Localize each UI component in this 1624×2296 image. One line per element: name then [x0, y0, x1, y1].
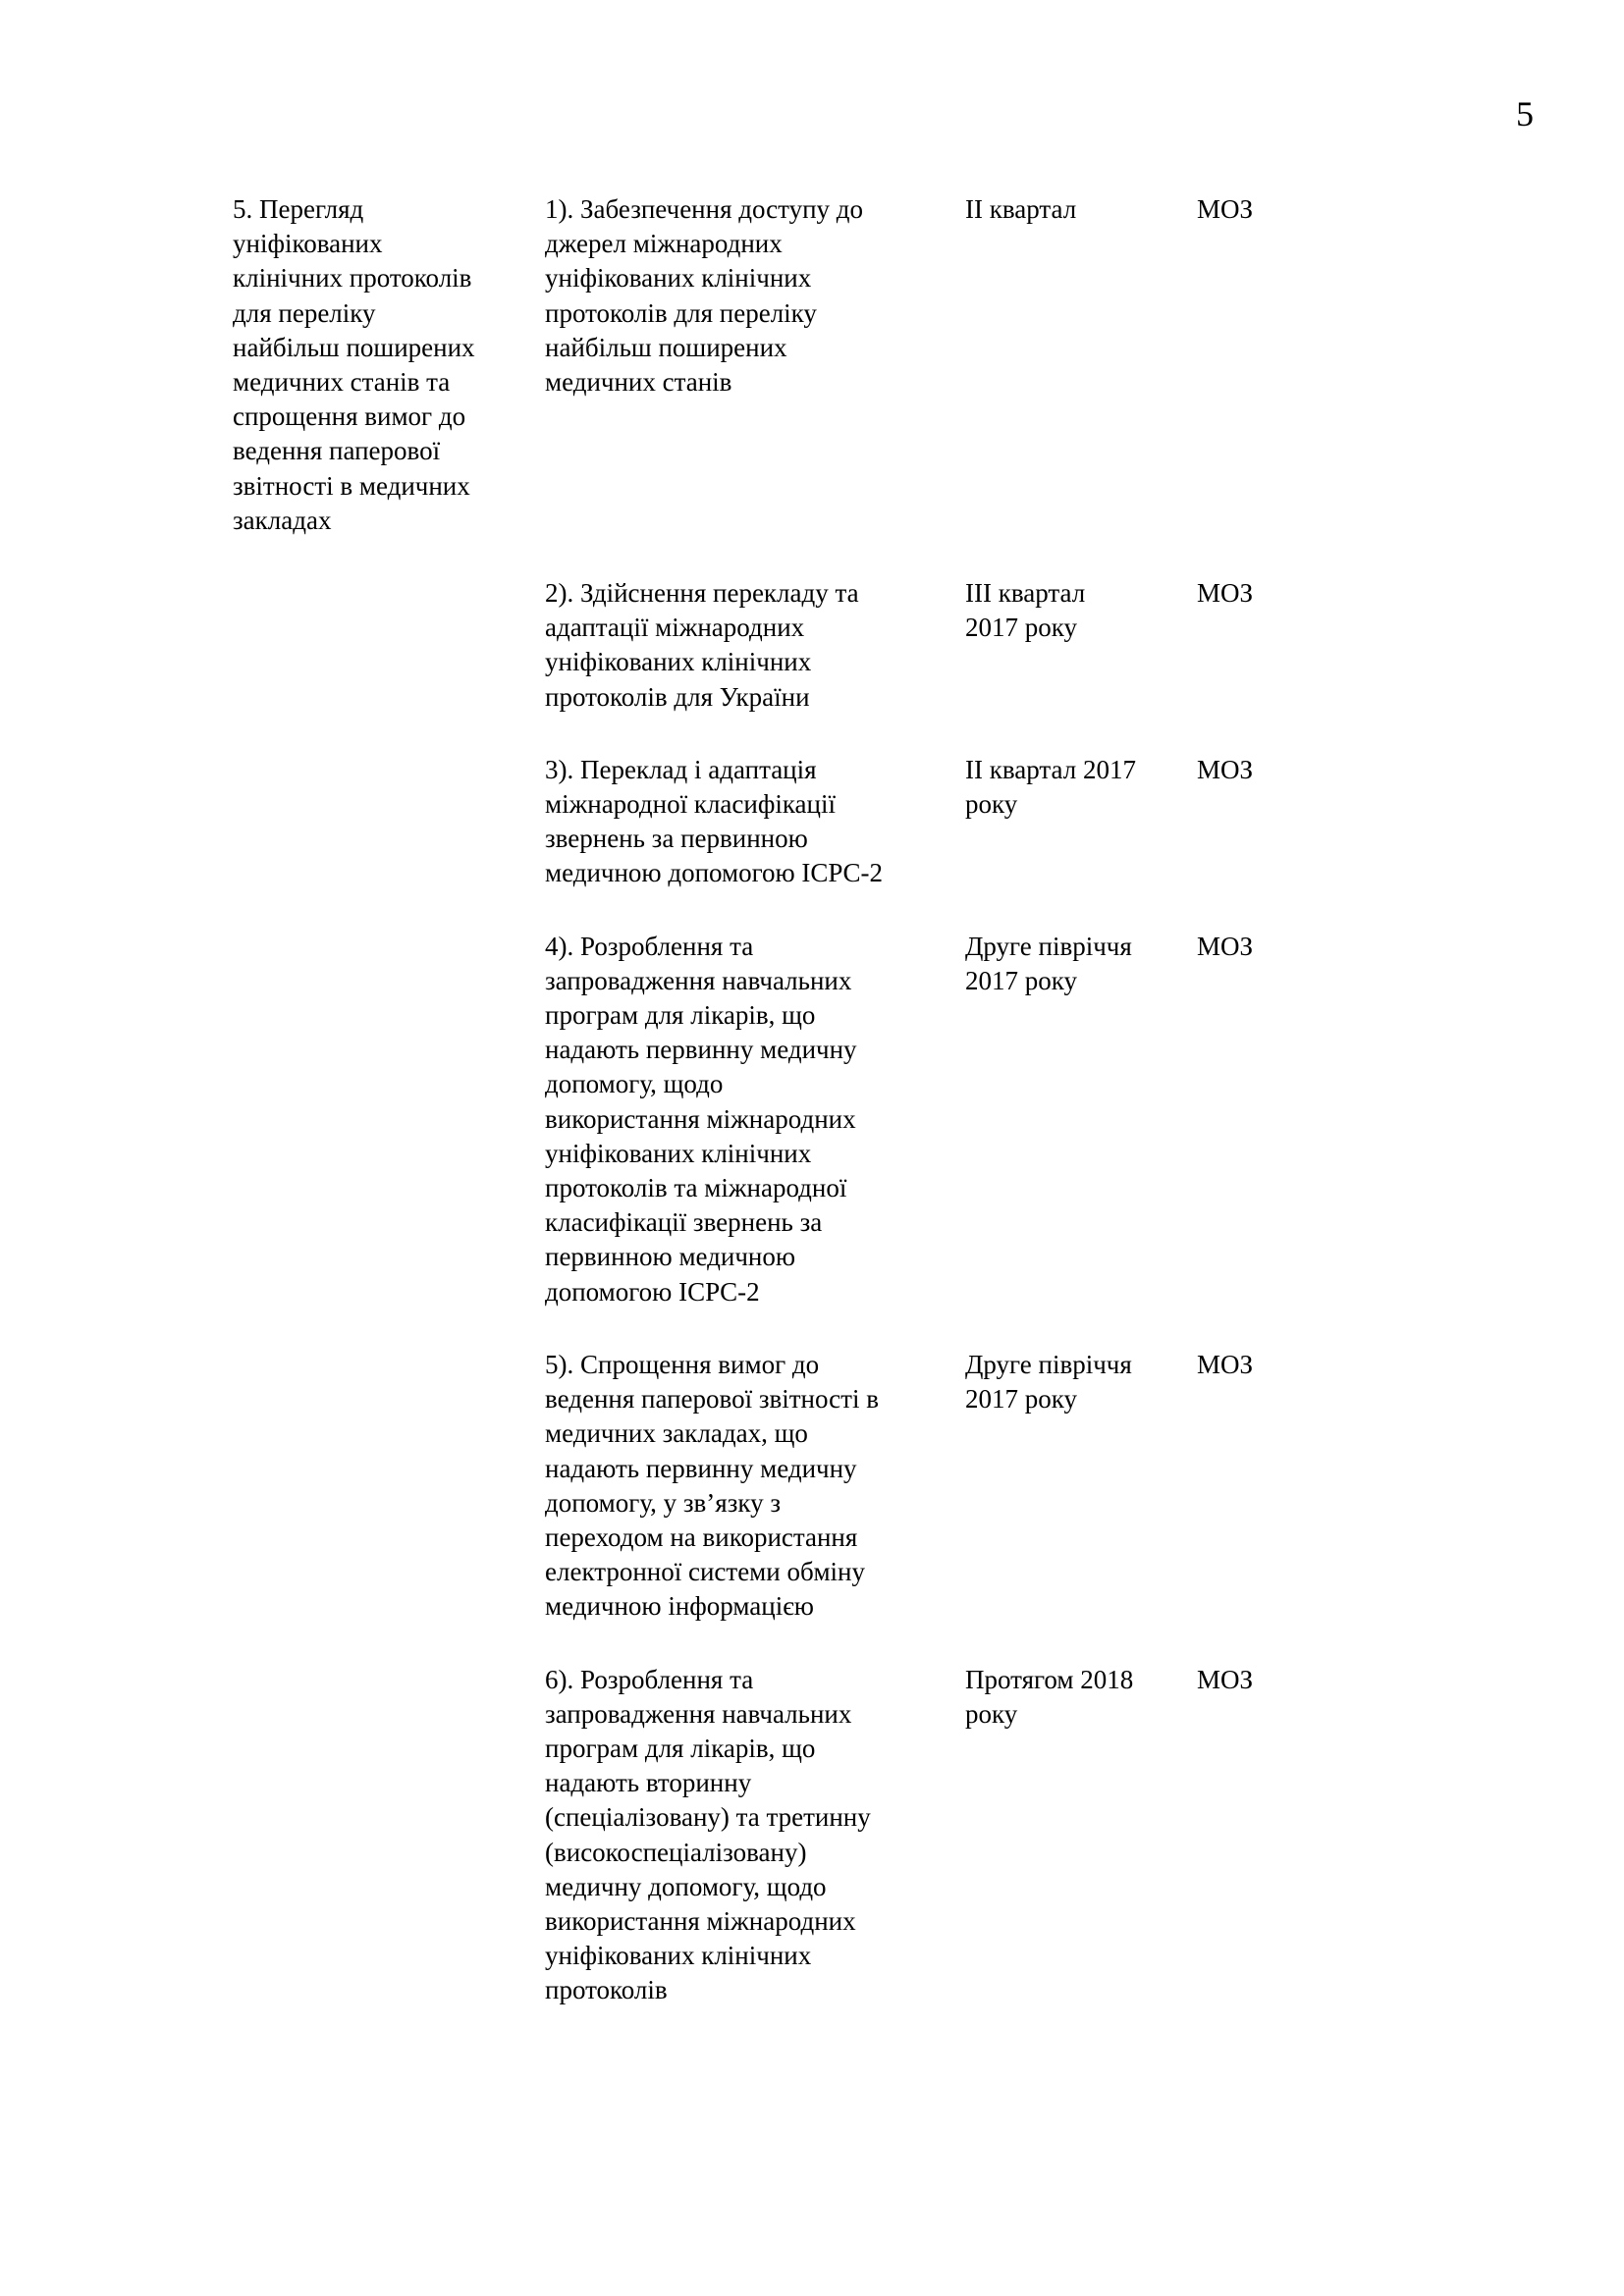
task-cell-empty — [233, 930, 545, 1348]
page-number: 5 — [1516, 94, 1534, 133]
responsible-cell: МОЗ — [1197, 578, 1254, 609]
action-cell: 2). Здійснення перекладу та адаптації міжнародних уніфікованих клінічних протоколів для України — [545, 578, 859, 712]
term-cell: II квартал — [965, 194, 1077, 224]
task-cell: 5. Перегляд уніфікованих клінічних протоколів для переліку найбільш поширених медичних станів та спрощення вимог до ведення паперової звітності в медичних закладах — [233, 194, 475, 535]
task-cell-empty — [233, 753, 545, 930]
term-cell: Друге півріччя 2017 року — [965, 931, 1132, 995]
task-cell-empty — [233, 1663, 545, 2008]
action-cell: 1). Забезпечення доступу до джерел міжнародних уніфікованих клінічних протоколів для переліку найбільш поширених медичних станів — [545, 194, 864, 398]
action-cell: 4). Розроблення та запровадження навчальних програм для лікарів, що надають первинну медичну допомогу, щодо використання міжнародних уніфікованих клінічних протоколів та міжнародної класифікації звернень за первинною медичною допомогою ICPC-2 — [545, 931, 857, 1307]
term-cell: III квартал 2017 року — [965, 578, 1086, 643]
responsible-cell: МОЗ — [1197, 1349, 1254, 1379]
term-cell: Протягом 2018 року — [965, 1664, 1134, 1729]
table-row — [233, 1348, 1313, 1663]
measures-table — [233, 192, 1313, 2008]
responsible-cell: МОЗ — [1197, 754, 1254, 784]
table-row — [233, 753, 1313, 930]
table-row — [233, 192, 1313, 576]
task-cell-empty — [233, 1348, 545, 1663]
action-cell: 6). Розроблення та запровадження навчальних програм для лікарів, що надають вторинну (спеціалізовану) та третинну (високоспеціалізовану) медичну допомогу, щодо використання міжнародних уніфікованих клінічних протоколів — [545, 1664, 871, 2005]
responsible-cell: МОЗ — [1197, 194, 1254, 224]
action-cell: 3). Переклад і адаптація міжнародної класифікації звернень за первинною медичною допомогою ICPC-2 — [545, 754, 883, 888]
responsible-cell: МОЗ — [1197, 1664, 1254, 1694]
term-cell: Друге півріччя 2017 року — [965, 1349, 1132, 1415]
term-cell: II квартал 2017 року — [965, 754, 1136, 820]
action-cell: 5). Спрощення вимог до ведення паперової звітності в медичних закладах, що надають первинну медичну допомогу, у зв’язку з переходом на використання електронної системи обміну медичною інформацією — [545, 1349, 879, 1622]
table-row — [233, 930, 1313, 1348]
responsible-cell: МОЗ — [1197, 931, 1254, 961]
table-row — [233, 576, 1313, 753]
table-row — [233, 1663, 1313, 2008]
task-cell-empty — [233, 576, 545, 753]
